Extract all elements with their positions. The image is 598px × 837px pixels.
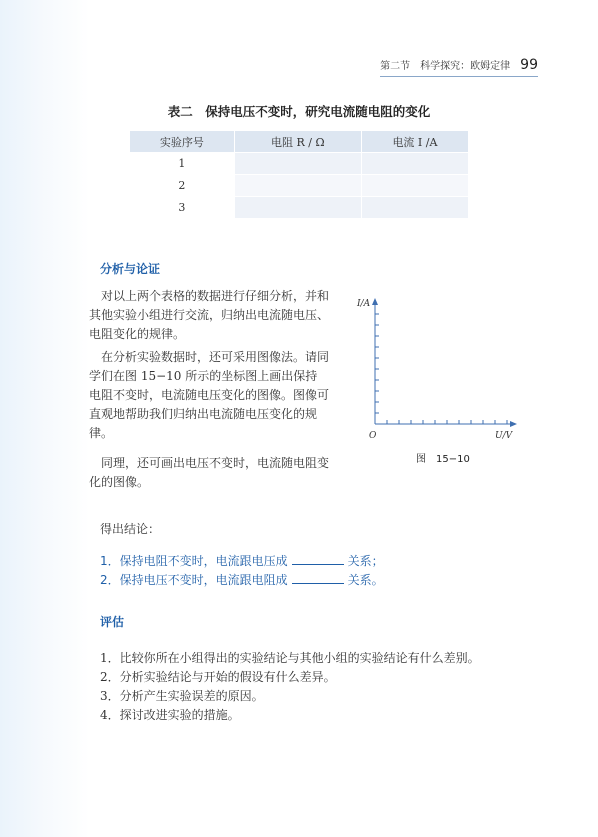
table-cell: 3	[130, 197, 235, 219]
y-axis-label: I/A	[357, 299, 371, 309]
y-axis-arrow	[372, 298, 378, 305]
page-header	[380, 57, 538, 73]
conclusion-line-2-suffix: 关系。	[347, 573, 384, 587]
conclusion-label: 得出结论：	[100, 522, 161, 536]
analysis-paragraph-1: 对以上两个表格的数据进行仔细分析，并和其他实验小组进行交流，归纳出电流随电压、电阻变化的规律。	[89, 289, 330, 341]
figure-caption: 图 15−10	[416, 454, 470, 465]
list-item: 2．分析实验结论与开始的假设有什么差异。	[100, 670, 336, 684]
x-axis-arrow	[510, 421, 517, 427]
list-item: 4．探讨改进实验的措施。	[100, 708, 240, 722]
analysis-heading: 分析与论证	[100, 262, 161, 276]
evaluation-list	[100, 649, 480, 725]
column-header: 电阻 R / Ω	[234, 131, 361, 153]
table-cell: 1	[130, 153, 235, 175]
analysis-paragraph-3: 同理，还可画出电压不变时，电流随电阻变化的图像。	[89, 456, 330, 489]
header-rule	[380, 76, 538, 77]
list-item: 3．分析产生实验误差的原因。	[100, 689, 264, 703]
evaluation-heading: 评估	[100, 615, 125, 629]
answer-blank[interactable]	[292, 552, 344, 565]
table-cell[interactable]	[361, 197, 468, 219]
conclusion-line-1-prefix: 1．保持电阻不变时，电流跟电压成	[100, 554, 288, 568]
column-header: 实验序号	[130, 131, 235, 153]
section-title: 第二节 科学探究：欧姆定律	[380, 61, 511, 72]
table-row	[130, 175, 469, 197]
conclusion-line-2-prefix: 2．保持电压不变时，电流跟电阻成	[100, 573, 288, 587]
table-title: 表二 保持电压不变时，研究电流随电阻的变化	[167, 104, 431, 119]
table-row	[130, 153, 469, 175]
table-header-row	[130, 131, 469, 153]
table-cell: 2	[130, 175, 235, 197]
list-item: 1．比较你所在小组得出的实验结论与其他小组的实验结论有什么差别。	[100, 651, 480, 665]
coordinate-graph	[355, 292, 520, 448]
analysis-paragraph-2: 在分析实验数据时，还可采用图像法。请同学们在图 15−10 所示的坐标图上画出保持电阻不变时，电流随电压变化的图像。图像可直观地帮助我们归纳出电流随电压变化的规律。	[89, 350, 330, 440]
answer-blank[interactable]	[292, 571, 344, 584]
x-axis-label: U/V	[495, 431, 513, 441]
conclusion-line-1-suffix: 关系；	[347, 554, 384, 568]
conclusion-line-2	[100, 571, 384, 588]
conclusion-line-1	[100, 552, 384, 569]
table-cell[interactable]	[234, 175, 361, 197]
table-cell[interactable]	[361, 153, 468, 175]
table-cell[interactable]	[234, 197, 361, 219]
page-number: 99	[520, 57, 538, 73]
table-cell[interactable]	[234, 153, 361, 175]
origin-label: O	[369, 431, 377, 441]
table-row	[130, 197, 469, 219]
table-cell[interactable]	[361, 175, 468, 197]
column-header: 电流 I /A	[361, 131, 468, 153]
data-table	[129, 130, 469, 219]
